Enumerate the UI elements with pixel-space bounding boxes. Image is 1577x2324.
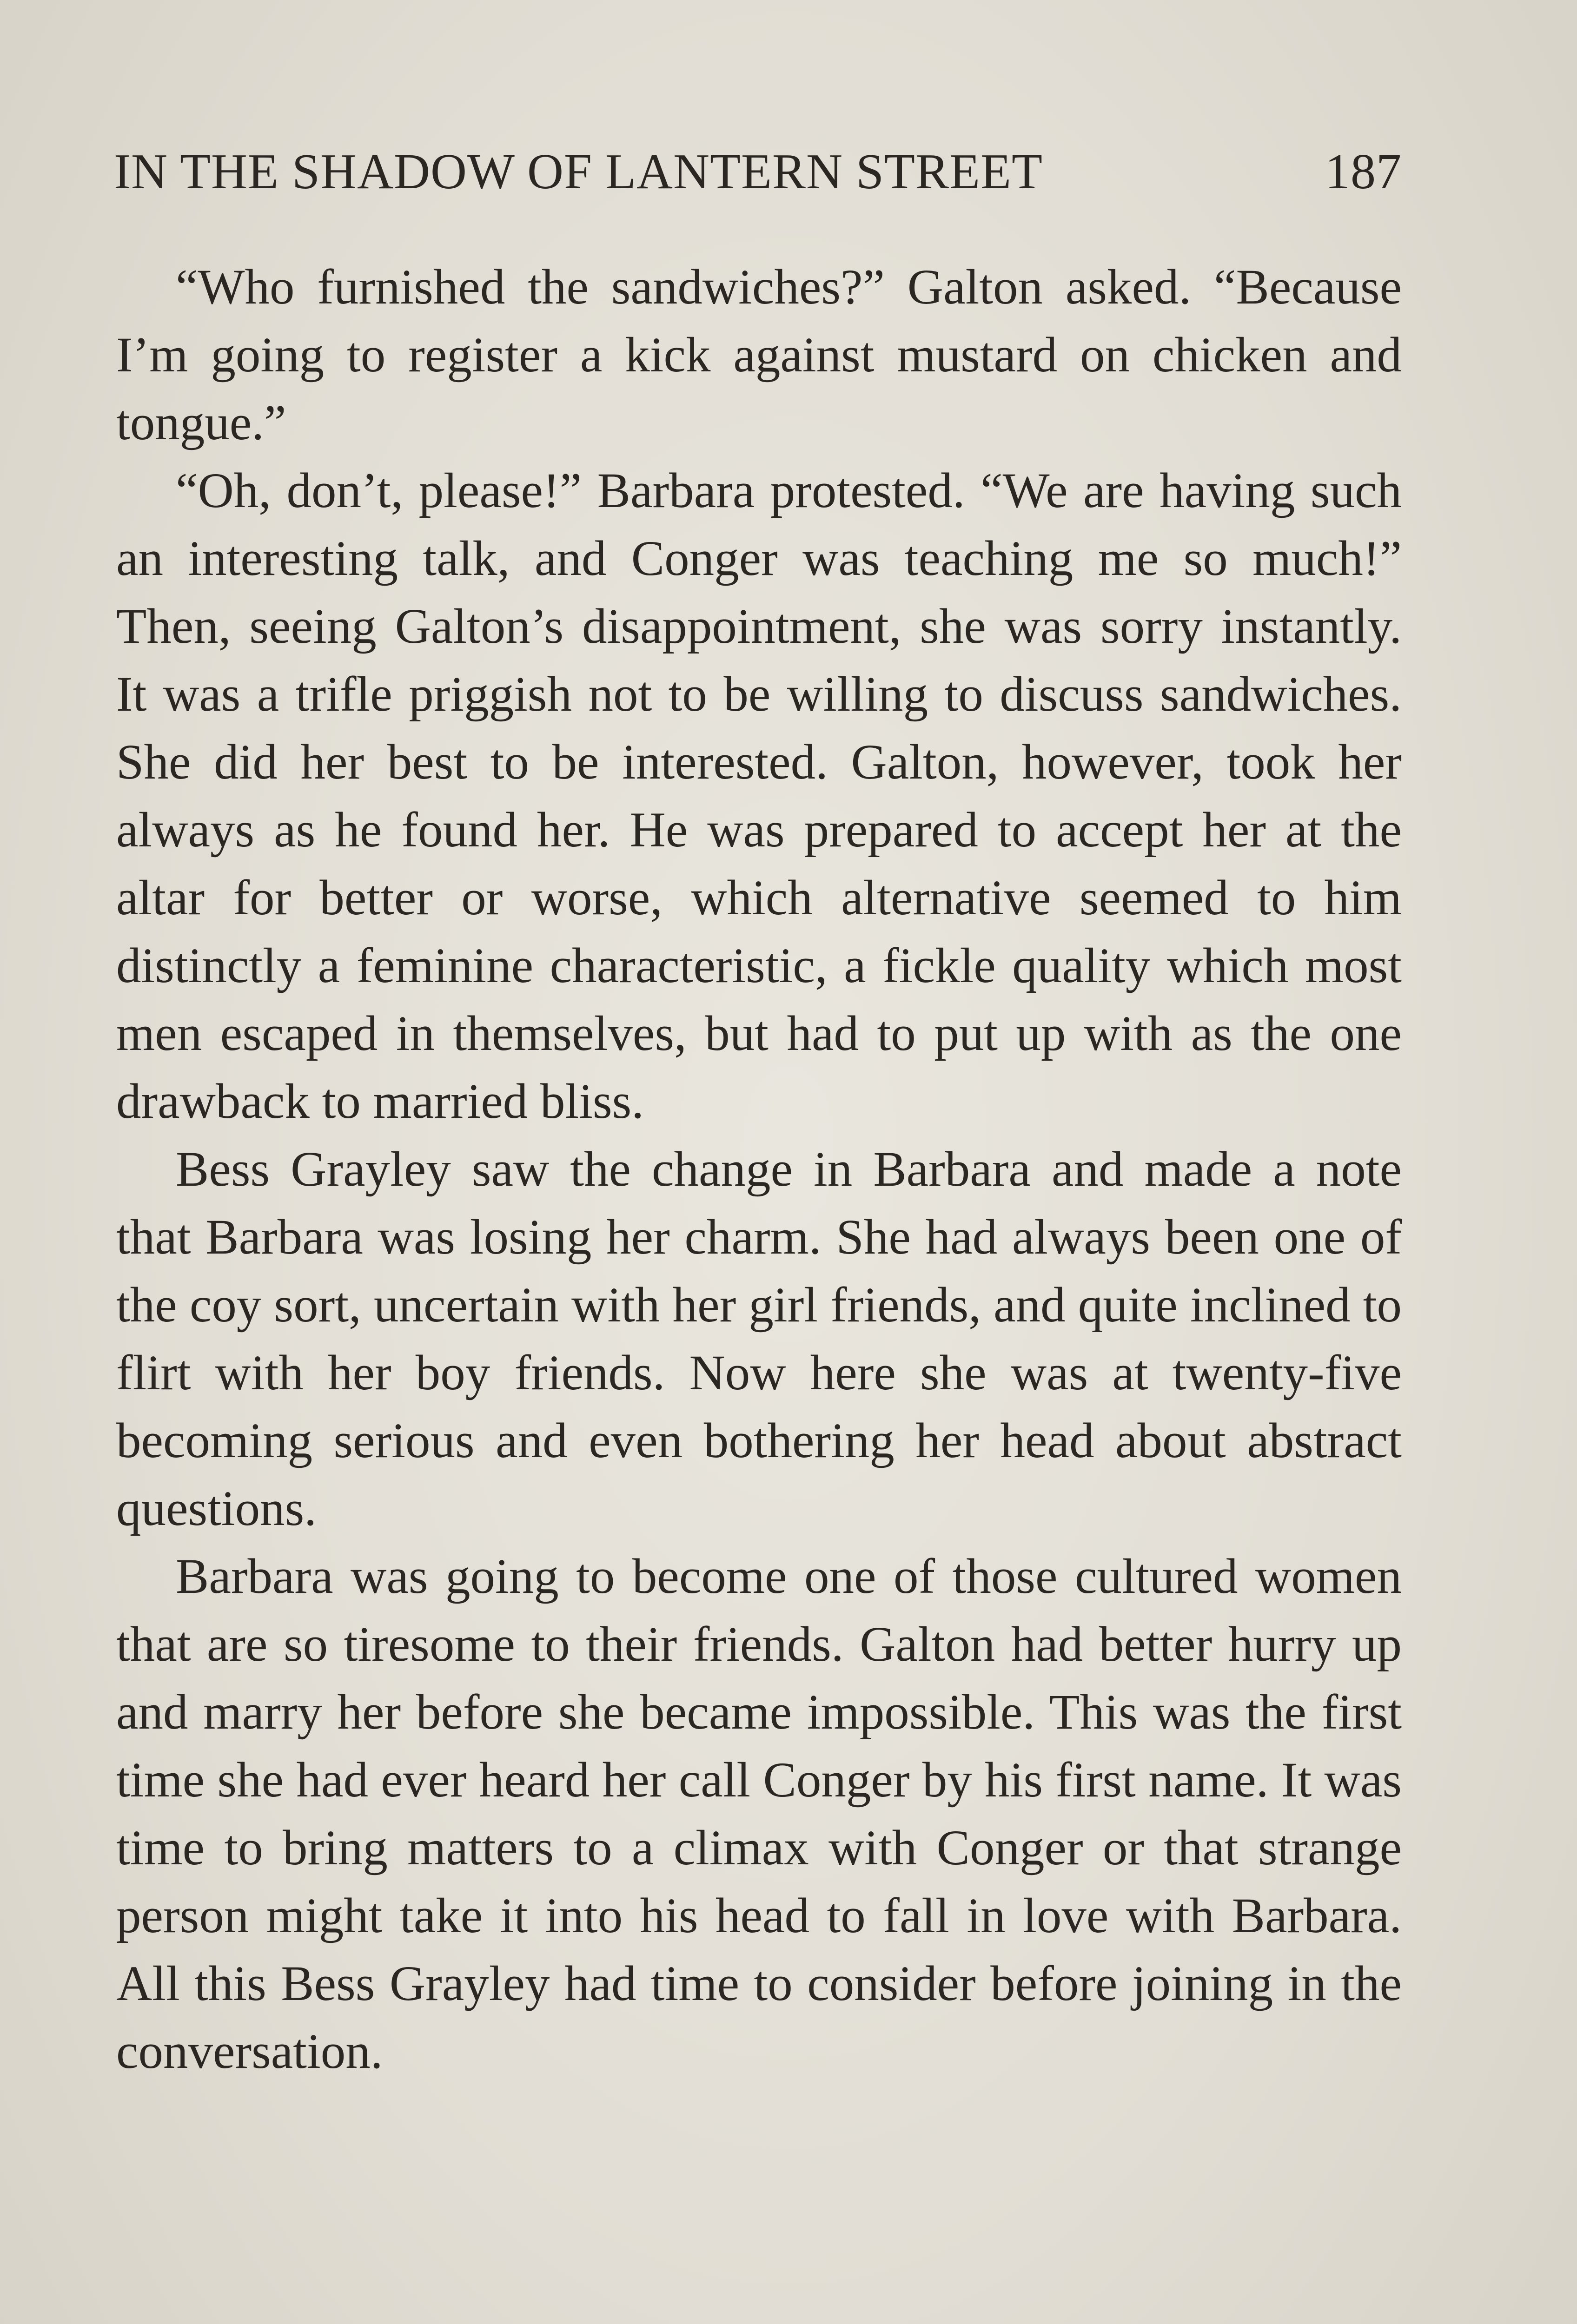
- page-number: 187: [1325, 144, 1402, 199]
- paragraph: “Who furnished the sandwiches?” Galton asked. “Because I’m going to register a kick against mustard on chicken and tongue.”: [116, 260, 1402, 450]
- paragraph: “Oh, don’t, please!” Barbara protested. “We are having such an interesting talk, and Conger was teaching me so much!” Then, seeing Galton’s disappointment, she was sorry instantly. It was a trifle priggish not to be willing to discuss sandwiches. She did her best to be interested. Galton, however, took her always as he found her. He was prepared to accept her at the altar for better or worse, which alternative seemed to him distinctly a feminine characteristic, a fickle quality which most men escaped in themselves, but had to put up with as the one drawback to married bliss.: [116, 463, 1402, 1129]
- running-head: IN THE SHADOW OF LANTERN STREET: [114, 144, 1043, 199]
- paragraph: Barbara was going to become one of those cultured women that are so tiresome to their friends. Galton had better hurry up and marry her before she became impossible. This was the first time she had ever heard her call Conger by his first name. It was time to bring matters to a climax with Conger or that strange person might take it into his head to fall in love with Barbara. All this Bess Grayley had time to consider before joining in the conversation.: [116, 1549, 1402, 2079]
- page-header: [114, 139, 1402, 205]
- body-text: [116, 253, 1402, 2086]
- paragraph: Bess Grayley saw the change in Barbara and made a note that Barbara was losing her charm. She had always been one of the coy sort, uncertain with her girl friends, and quite inclined to flirt with her boy friends. Now here she was at twenty-five becoming serious and even bothering her head about abstract questions.: [116, 1142, 1402, 1536]
